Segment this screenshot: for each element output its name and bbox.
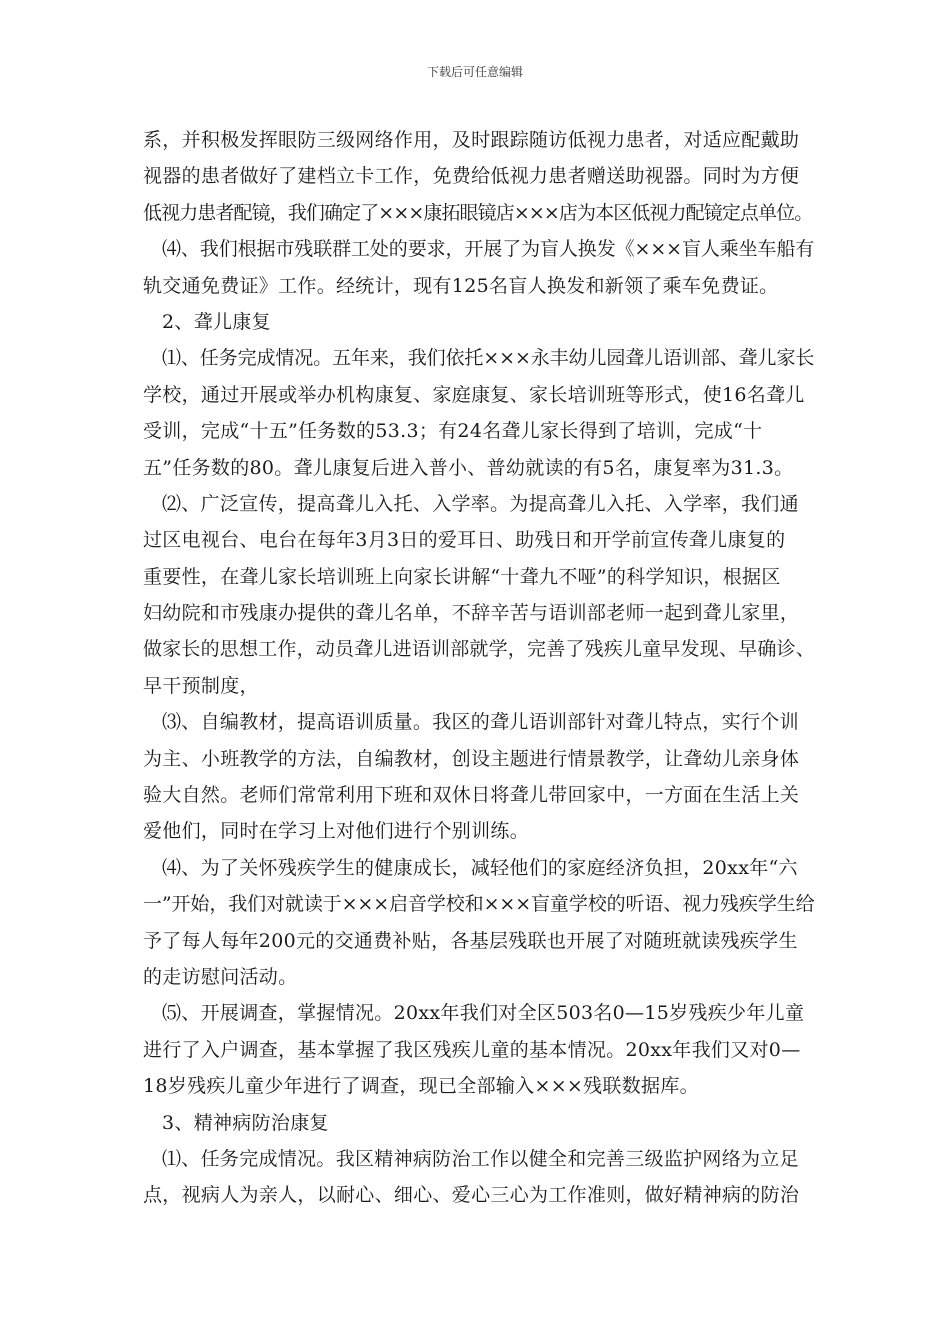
text-line: ⑵、广泛宣传，提高聋儿入托、入学率。为提高聋儿入托、入学率，我们通 <box>162 492 799 515</box>
text-line: 妇幼院和市残康办提供的聋儿名单，不辞辛苦与语训部老师一起到聋儿家里， <box>143 602 800 625</box>
text-line: 为主、小班教学的方法，自编教材，创设主题进行情景教学，让聋幼儿亲身体 <box>143 747 800 770</box>
text-line: 验大自然。老师们常常利用下班和双休日将聋儿带回家中，一方面在生活上关 <box>143 784 800 807</box>
text-line: 学校，通过开展或举办机构康复、家庭康复、家长培训班等形式，使16名聋儿 <box>143 383 805 406</box>
text-line: 视器的患者做好了建档立卡工作，免费给低视力患者赠送助视器。同时为方便 <box>143 165 800 188</box>
text-line: 重要性，在聋儿家长培训班上向家长讲解“十聋九不哑”的科学知识，根据区 <box>143 565 781 588</box>
text-line: 过区电视台、电台在每年3月3日的爱耳日、助残日和开学前宣传聋儿康复的 <box>143 529 786 552</box>
text-line: 系，并积极发挥眼防三级网络作用，及时跟踪随访低视力患者，对适应配戴助 <box>143 129 800 151</box>
document-body <box>143 122 815 1214</box>
text-line: ⑷、为了关怀残疾学生的健康成长，减轻他们的家庭经济负担，20xx年“六 <box>162 856 798 879</box>
text-line: 点，视病人为亲人，以耐心、细心、爱心三心为工作准则，做好精神病的防治 <box>143 1184 800 1207</box>
text-line: 予了每人每年200元的交通费补贴，各基层残联也开展了对随班就读残疾学生 <box>143 929 798 952</box>
text-line: 进行了入户调查，基本掌握了我区残疾儿童的基本情况。20xx年我们又对0— <box>143 1038 801 1061</box>
page-header: 下载后可任意编辑 <box>426 65 523 79</box>
text-line: ⑶、自编教材，提高语训质量。我区的聋儿语训部针对聋儿特点，实行个训 <box>162 711 799 734</box>
text-line: 18岁残疾儿童少年进行了调查，现已全部输入×××残联数据库。 <box>143 1075 699 1098</box>
text-line: 爱他们，同时在学习上对他们进行个别训练。 <box>143 820 530 843</box>
text-line: 早干预制度， <box>143 674 259 697</box>
text-line: 五”任务数的80。聋儿康复后进入普小、普幼就读的有5名，康复率为31.3。 <box>143 456 794 479</box>
text-line: 低视力患者配镜，我们确定了×××康拓眼镜店×××店为本区低视力配镜定点单位。 <box>143 201 813 224</box>
text-line: 轨交通免费证》工作。经统计，现有125名盲人换发和新领了乘车免费证。 <box>143 274 779 297</box>
text-line: ⑸、开展调查，掌握情况。20xx年我们对全区503名0—15岁残疾少年儿童 <box>162 1002 805 1025</box>
text-line: 3、精神病防治康复 <box>162 1111 329 1134</box>
text-line: ⑷、我们根据市残联群工处的要求，开展了为盲人换发《×××盲人乘坐车船有 <box>162 238 815 261</box>
text-line: 的走访慰问活动。 <box>143 965 298 988</box>
text-line: 做家长的思想工作，动员聋儿进语训部就学，完善了残疾儿童早发现、早确诊、 <box>143 638 816 661</box>
text-line: ⑴、任务完成情况。我区精神病防治工作以健全和完善三级监护网络为立足 <box>162 1147 799 1170</box>
text-line: 一”开始，我们对就读于×××启音学校和×××盲童学校的听语、视力残疾学生给 <box>143 893 815 916</box>
text-line: ⑴、任务完成情况。五年来，我们依托×××永丰幼儿园聋儿语训部、聋儿家长 <box>162 347 815 370</box>
text-line: 受训，完成“十五”任务数的53.3；有24名聋儿家长得到了培训，完成“十 <box>143 420 763 443</box>
text-line: 2、聋儿康复 <box>162 310 271 333</box>
